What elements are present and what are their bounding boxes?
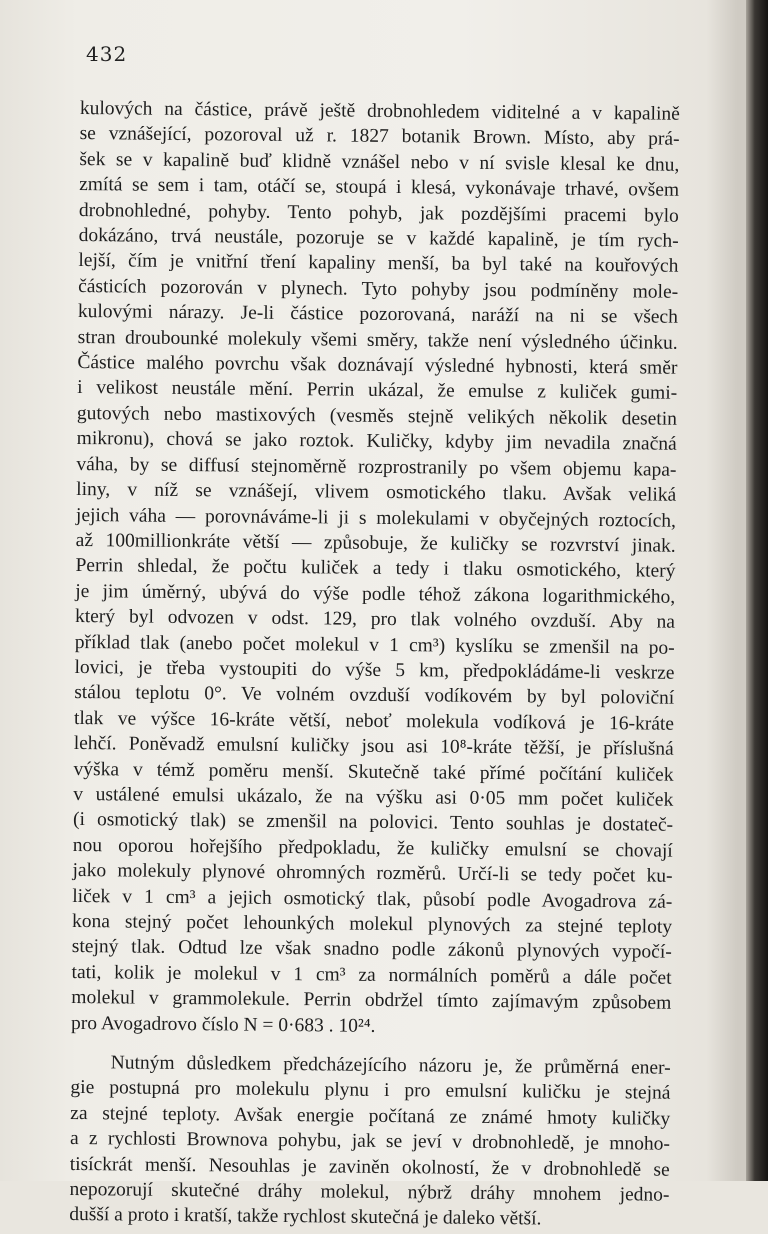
text-line: stejný tlak. Odtud lze však snadno podle zákonů plynových vypočí- xyxy=(71,936,672,964)
text-line: a z rychlosti Brownova pohybu, jak se jeví v drobnohledě, je mnoho- xyxy=(69,1128,671,1155)
text-line: liček v 1 cm³ a jejich osmotický tlak, působí podle Avogadrova zá- xyxy=(72,885,673,913)
text-line: tisíckrát menší. Nesouhlas je zaviněn okolností, že v drobnohledě se xyxy=(69,1153,670,1181)
text-line: dokázáno, trvá neustále, pozoruje se v každé kapalině, je tím rych- xyxy=(78,225,679,252)
paragraph xyxy=(69,1050,671,1234)
text-line: který byl odvozen v odst. 129, pro tlak volného ovzduší. Aby na xyxy=(74,606,676,633)
text-line: tlak ve výšce 16-kráte větší, neboť molekula vodíková je 16-kráte xyxy=(73,707,675,735)
text-line: lovici, je třeba vystoupiti do výše 5 km, předpokládáme-li veskrze xyxy=(74,656,675,684)
text-line: (i osmotický tlak) se zmenšil na polovici. Tento souhlas je dostateč- xyxy=(72,809,674,837)
text-line: drobnohledné, pohyby. Tento pohyb, jak pozdějšími pracemi bylo xyxy=(78,199,679,227)
text-line: částicích pozorován v plynech. Tyto pohyby jsou podmíněny mole- xyxy=(78,275,679,303)
text-line: dušší a proto i kratší, takže rychlost skutečná je daleko větší. xyxy=(69,1204,542,1230)
text-line: kulových na částice, právě ještě drobnohledem viditelné a v kapalině xyxy=(79,97,680,125)
text-line: kona stejný počet lehounkých molekul plynových za stejné teploty xyxy=(71,910,673,938)
body-text xyxy=(69,96,680,1234)
text-line: jejich váha — porovnáváme-li ji s molekulami v obyčejných roztocích, xyxy=(75,504,677,532)
page-edge-shadow xyxy=(746,0,768,1181)
text-line: mikronu), chová se jako roztok. Kuličky, kdyby jim nevadila značná xyxy=(76,428,677,456)
text-line: šek se v kapalině buď klidně vznášel nebo v ní svisle klesal ke dnu, xyxy=(79,148,680,176)
text-line: pro Avogadrovo číslo N = 0·683 . 10²⁴. xyxy=(70,1012,376,1037)
text-line: stálou teplotu 0°. Ve volném ovzduší vodíkovém by byl poloviční xyxy=(74,682,675,710)
text-line: Nutným důsledkem předcházejícího názoru je, že průměrná ener- xyxy=(110,1052,671,1079)
text-line: lehčí. Poněvadž emulsní kuličky jsou asi 10⁸-kráte těžší, je příslušná xyxy=(73,733,674,760)
text-line: lejší, čím je vnitřní tření kapaliny menší, ba byl také na kouřových xyxy=(78,250,679,278)
text-line: Částice malého povrchu však doznávají výsledné hybnosti, která směr xyxy=(77,352,678,379)
text-line: liny, v níž se vznášejí, vlivem osmotického tlaku. Avšak veliká xyxy=(76,479,677,506)
text-line: molekul v grammolekule. Perrin obdržel tímto zajímavým způsobem xyxy=(71,987,672,1014)
text-line: příklad tlak (anebo počet molekul v 1 cm³) kyslíku se zmenšil na po- xyxy=(74,631,675,659)
text-line: zmítá se sem i tam, otáčí se, stoupá i klesá, vykonávaje trhavé, ovšem xyxy=(79,174,680,201)
text-line: gutových nebo mastixových (vesměs stejně velikých několik desetin xyxy=(76,402,678,430)
text-line: je jim úměrný, ubývá do výše podle téhož zákona logarithmického, xyxy=(75,580,676,608)
text-line: Perrin shledal, že počtu kuliček a tedy i tlaku osmotického, který xyxy=(75,555,676,583)
text-line: jako molekuly plynové ohromných rozměrů. Určí-li se tedy počet ku- xyxy=(72,860,673,887)
paragraph xyxy=(71,96,680,1042)
text-line: se vznášející, pozoroval už r. 1827 botanik Brown. Místo, aby prá- xyxy=(79,123,680,151)
text-line: gie postupná pro molekulu plynu i pro emulsní kuličku je stejná xyxy=(70,1077,671,1105)
text-line: nepozorují skutečné dráhy molekul, nýbrž dráhy mnohem jedno- xyxy=(69,1179,670,1206)
text-line: až 100millionkráte větší — způsobuje, že kuličky se rozvrství jinak. xyxy=(75,529,676,557)
text-line: i velikost neustále mění. Perrin ukázal, že emulse z kuliček gumi- xyxy=(77,377,678,405)
text-line: za stejné teploty. Avšak energie počítaná ze známé hmoty kuličky xyxy=(70,1102,671,1130)
text-line: kulovými nárazy. Je-li částice pozorovaná, naráží na ni se všech xyxy=(77,301,679,328)
text-line: váha, by se diffusí stejnoměrně rozprostranily po všem objemu kapa- xyxy=(76,453,677,481)
text-line: tati, kolik je molekul v 1 cm³ za normálních poměrů a dále počet xyxy=(71,961,672,989)
text-line: nou oporou hořejšího předpokladu, že kuličky emulsní se chovají xyxy=(72,834,673,862)
text-line: výška v témž poměru menší. Skutečně také přímé počítání kuliček xyxy=(73,758,674,786)
text-line: stran droubounké molekuly všemi směry, takže není výsledného účinku. xyxy=(77,326,678,354)
page-number: 432 xyxy=(86,42,128,66)
text-line: v ustálené emulsi ukázalo, že na výšku asi 0·05 mm počet kuliček xyxy=(73,783,674,811)
